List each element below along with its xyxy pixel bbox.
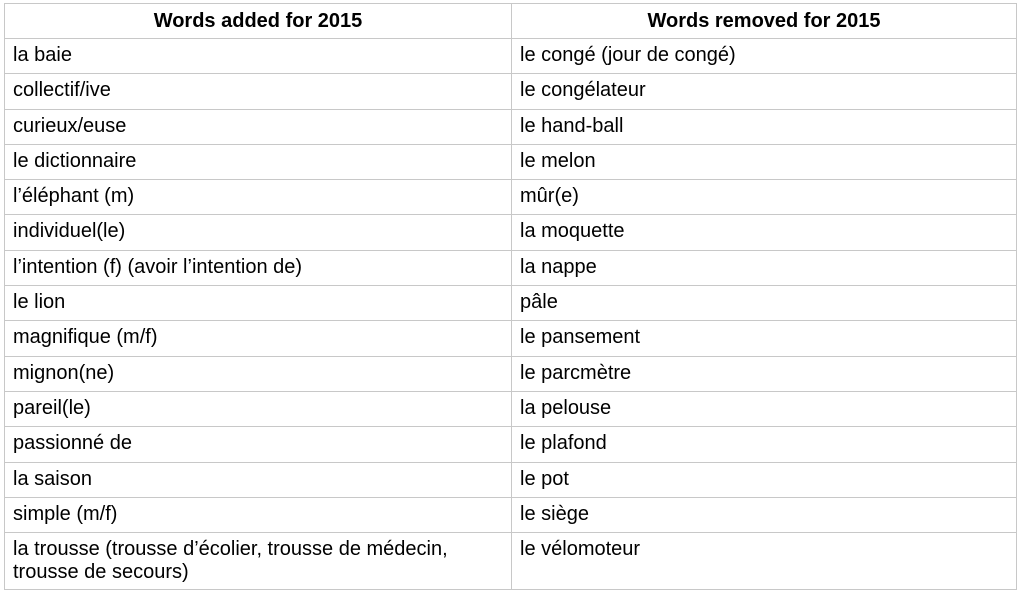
table-row xyxy=(5,250,1017,285)
added-word-cell: passionné de xyxy=(5,427,512,462)
added-word-cell: magnifique (m/f) xyxy=(5,321,512,356)
removed-word-cell: mûr(e) xyxy=(512,180,1017,215)
added-word-cell: curieux/euse xyxy=(5,109,512,144)
added-word-cell: individuel(le) xyxy=(5,215,512,250)
added-word-cell: la baie xyxy=(5,39,512,74)
removed-word-cell: le congé (jour de congé) xyxy=(512,39,1017,74)
added-word-cell: la saison xyxy=(5,462,512,497)
table-row xyxy=(5,74,1017,109)
header-words-added: Words added for 2015 xyxy=(5,4,512,39)
table-row xyxy=(5,180,1017,215)
added-word-cell: collectif/ive xyxy=(5,74,512,109)
table-row xyxy=(5,215,1017,250)
table-row xyxy=(5,497,1017,532)
table-row xyxy=(5,286,1017,321)
removed-word-cell: le parcmètre xyxy=(512,356,1017,391)
added-word-cell: le lion xyxy=(5,286,512,321)
added-word-cell: l’éléphant (m) xyxy=(5,180,512,215)
removed-word-cell: le pansement xyxy=(512,321,1017,356)
table-row xyxy=(5,356,1017,391)
table-row xyxy=(5,391,1017,426)
removed-word-cell: la nappe xyxy=(512,250,1017,285)
table-row xyxy=(5,427,1017,462)
removed-word-cell: la moquette xyxy=(512,215,1017,250)
removed-word-cell: la pelouse xyxy=(512,391,1017,426)
removed-word-cell: le pot xyxy=(512,462,1017,497)
removed-word-cell: le melon xyxy=(512,144,1017,179)
added-word-cell: mignon(ne) xyxy=(5,356,512,391)
header-words-removed: Words removed for 2015 xyxy=(512,4,1017,39)
vocabulary-table xyxy=(4,3,1017,590)
table-row xyxy=(5,533,1017,590)
removed-word-cell: le hand-ball xyxy=(512,109,1017,144)
table-row xyxy=(5,462,1017,497)
added-word-cell: simple (m/f) xyxy=(5,497,512,532)
removed-word-cell: le siège xyxy=(512,497,1017,532)
added-word-cell: le dictionnaire xyxy=(5,144,512,179)
removed-word-cell: le vélomoteur xyxy=(512,533,1017,590)
header-row xyxy=(5,4,1017,39)
table-row xyxy=(5,321,1017,356)
added-word-cell: l’intention (f) (avoir l’intention de) xyxy=(5,250,512,285)
table-row xyxy=(5,109,1017,144)
removed-word-cell: le plafond xyxy=(512,427,1017,462)
table-row xyxy=(5,144,1017,179)
removed-word-cell: le congélateur xyxy=(512,74,1017,109)
added-word-cell: pareil(le) xyxy=(5,391,512,426)
added-word-cell: la trousse (trousse d’écolier, trousse de médecin, trousse de secours) xyxy=(5,533,512,590)
removed-word-cell: pâle xyxy=(512,286,1017,321)
table-row xyxy=(5,39,1017,74)
